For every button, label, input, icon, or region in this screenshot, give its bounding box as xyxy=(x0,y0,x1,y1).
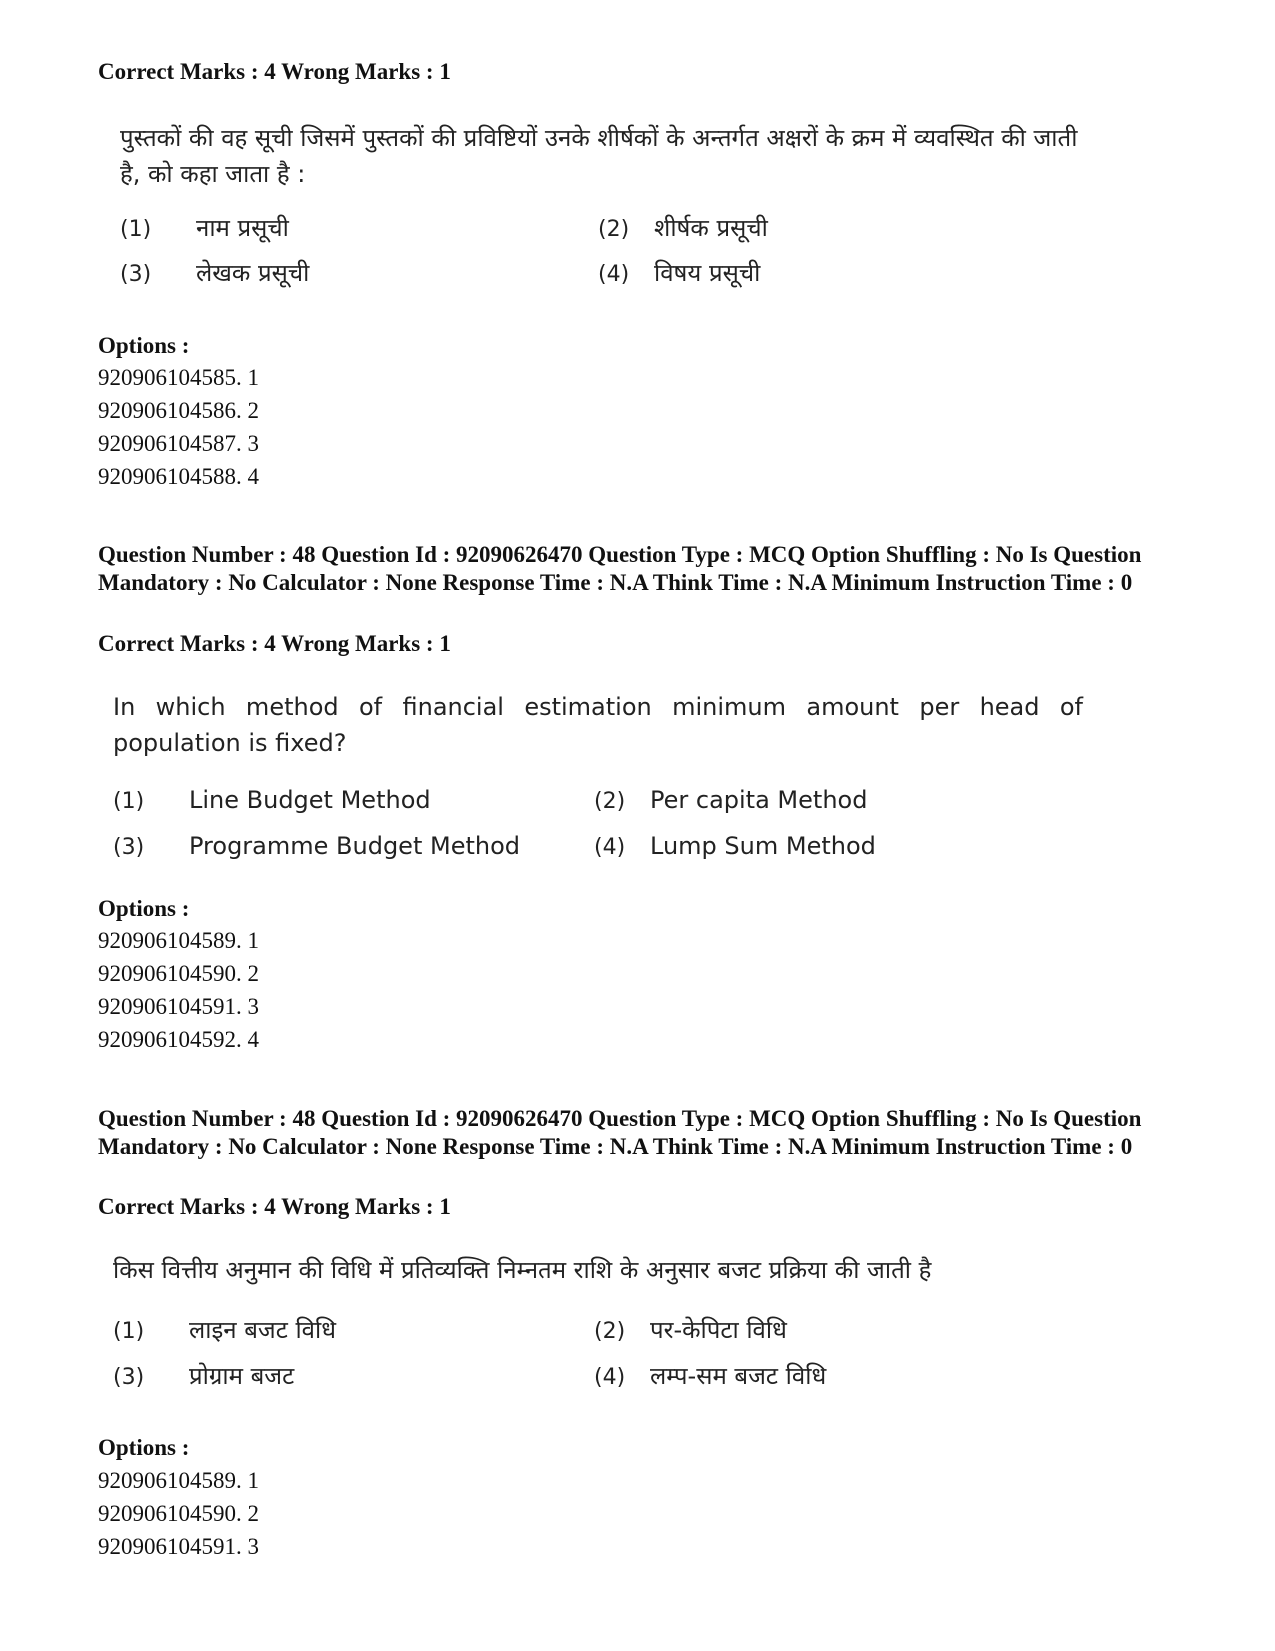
choice-number: (1) xyxy=(113,1319,145,1344)
marks-line: Correct Marks : 4 Wrong Marks : 1 xyxy=(98,59,451,84)
choice-number: (4) xyxy=(598,262,630,287)
options-heading: Options : xyxy=(98,896,190,921)
choice-text: नाम प्रसूची xyxy=(196,214,289,242)
choice-4 xyxy=(598,257,760,291)
choice-number: (3) xyxy=(113,835,145,860)
option-line: 920906104591. 3 xyxy=(98,994,259,1019)
choice-number: (1) xyxy=(120,217,152,242)
choice-number: (2) xyxy=(598,217,630,242)
option-line: 920906104586. 2 xyxy=(98,398,259,423)
choice-number: (3) xyxy=(120,262,152,287)
options-heading: Options : xyxy=(98,333,190,358)
choice-3 xyxy=(113,830,520,864)
question-meta: Question Number : 48 Question Id : 92090626470 Question Type : MCQ Option Shuffling : No Is Question Mandatory : No Calculator : None Response Time : N.A Think Time : N.A Minimum Instruction Time : 0 xyxy=(98,542,1142,595)
choice-text: शीर्षक प्रसूची xyxy=(654,214,768,242)
choice-1 xyxy=(113,784,431,818)
choice-4 xyxy=(594,830,876,864)
option-line: 920906104589. 1 xyxy=(98,1468,259,1493)
options-heading: Options : xyxy=(98,1435,190,1460)
choice-text: Programme Budget Method xyxy=(189,832,520,860)
choice-number: (4) xyxy=(594,1365,626,1390)
choice-number: (2) xyxy=(594,1319,626,1344)
marks-line: Correct Marks : 4 Wrong Marks : 1 xyxy=(98,1194,451,1219)
choice-text: लाइन बजट विधि xyxy=(189,1316,336,1344)
question-text: किस वित्तीय अनुमान की विधि में प्रतिव्यक्ति निम्नतम राशि के अनुसार बजट प्रक्रिया की जाती है xyxy=(113,1256,932,1284)
choice-text: Per capita Method xyxy=(650,786,868,814)
question-meta: Question Number : 48 Question Id : 92090626470 Question Type : MCQ Option Shuffling : No Is Question Mandatory : No Calculator : None Response Time : N.A Think Time : N.A Minimum Instruction Time : 0 xyxy=(98,1106,1142,1159)
choice-text: पर-केपिटा विधि xyxy=(650,1316,787,1344)
option-line: 920906104588. 4 xyxy=(98,464,259,489)
choice-number: (4) xyxy=(594,835,626,860)
choice-2 xyxy=(598,212,768,246)
choice-1 xyxy=(120,212,289,246)
choice-number: (2) xyxy=(594,789,626,814)
choice-text: Lump Sum Method xyxy=(650,832,876,860)
choice-3 xyxy=(120,257,309,291)
choice-number: (1) xyxy=(113,789,145,814)
option-line: 920906104592. 4 xyxy=(98,1027,259,1052)
option-line: 920906104589. 1 xyxy=(98,928,259,953)
choice-3 xyxy=(113,1360,294,1394)
option-line: 920906104590. 2 xyxy=(98,1501,259,1526)
choice-text: लेखक प्रसूची xyxy=(196,259,310,287)
choice-number: (3) xyxy=(113,1365,145,1390)
option-line: 920906104585. 1 xyxy=(98,365,259,390)
choice-4 xyxy=(594,1360,826,1394)
choice-2 xyxy=(594,1314,787,1348)
choice-text: Line Budget Method xyxy=(189,786,431,814)
option-line: 920906104591. 3 xyxy=(98,1534,259,1559)
choice-text: विषय प्रसूची xyxy=(654,259,761,287)
choice-1 xyxy=(113,1314,336,1348)
choice-text: लम्प-सम बजट विधि xyxy=(650,1362,827,1390)
option-line: 920906104587. 3 xyxy=(98,431,259,456)
option-line: 920906104590. 2 xyxy=(98,961,259,986)
question-text: पुस्तकों की वह सूची जिसमें पुस्तकों की प्रविष्टियों उनके शीर्षकों के अन्तर्गत अक्षरों के क्रम में व्यवस्थित की जाती है, को कहा जाता है : xyxy=(120,124,1078,188)
question-text: In which method of financial estimation minimum amount per head of population is fixed? xyxy=(113,693,1083,757)
marks-line: Correct Marks : 4 Wrong Marks : 1 xyxy=(98,631,451,656)
choice-2 xyxy=(594,784,867,818)
choice-text: प्रोग्राम बजट xyxy=(189,1362,295,1390)
